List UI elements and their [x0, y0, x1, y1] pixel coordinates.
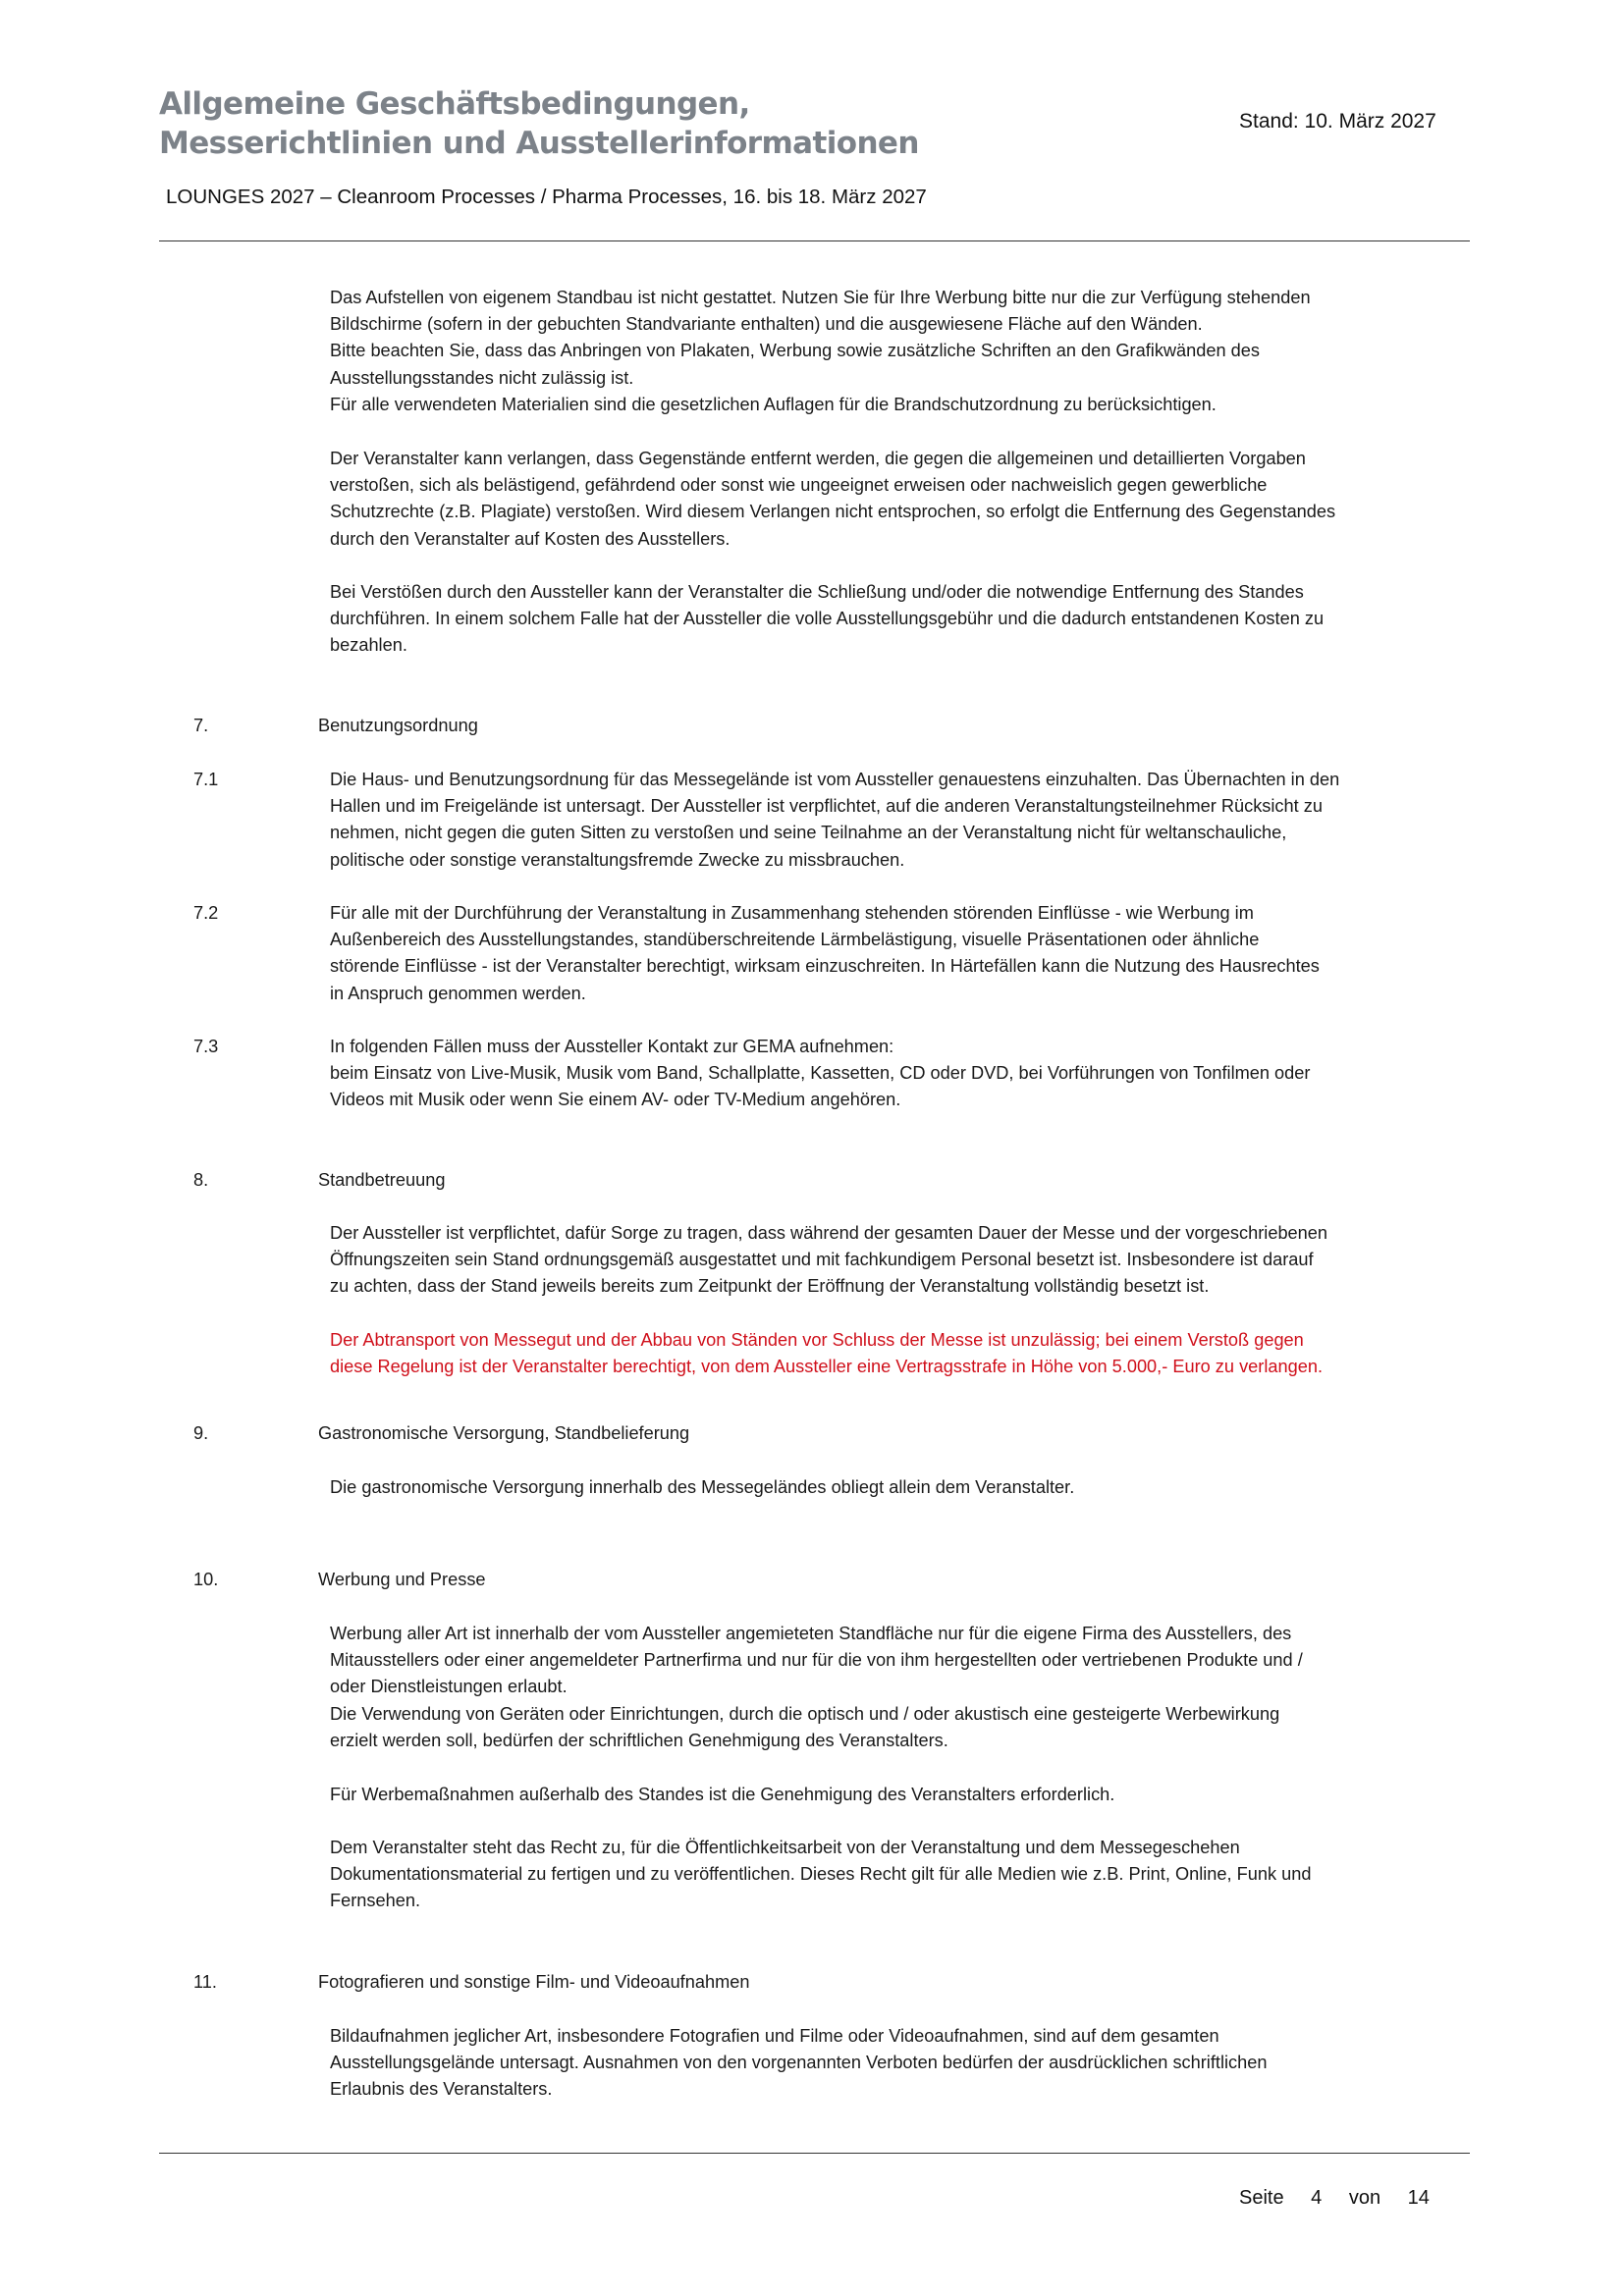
text-line: Für alle mit der Durchführung der Veranstaltung in Zusammenhang stehenden störenden Einflüsse - wie Werbung im	[330, 903, 1254, 923]
text-line: Dem Veranstalter steht das Recht zu, für die Öffentlichkeitsarbeit von der Veranstaltung und dem Messegeschehen	[330, 1838, 1240, 1857]
text-line: Mitausstellers oder einer angemeldeter Partnerfirma und nur für die von ihm hergestellten oder vertriebenen Produkte und /	[330, 1650, 1303, 1671]
text-line: politische oder sonstige veranstaltungsfremde Zwecke zu missbrauchen.	[330, 849, 905, 870]
section-8-text	[330, 1220, 1459, 1301]
text-line: Für Werbemaßnahmen außerhalb des Standes ist die Genehmigung des Veranstalters erforderlich.	[330, 1785, 1115, 1804]
page-of-label: von	[1348, 2187, 1381, 2209]
section-8-title: Standbetreuung	[318, 1170, 446, 1190]
section-7-1-text	[330, 767, 1459, 874]
section-9-text	[330, 1474, 1459, 1501]
section-10-text-2	[330, 1782, 1459, 1808]
section-7-2-text	[330, 900, 1459, 1007]
text-line: Ausstellungsgelände untersagt. Ausnahmen von den vorgenannten Verboten bedürfen der ausdrücklichen schriftlichen	[330, 2053, 1268, 2073]
section-10-text-1	[330, 1621, 1459, 1754]
text-line: nehmen, nicht gegen die guten Sitten zu verstoßen und seine Teilnahme an der Veranstaltung nicht für weltanschauliche,	[330, 823, 1287, 843]
section-7-1-number: 7.1	[193, 770, 219, 789]
document-title	[159, 84, 1043, 163]
text-line: Bildschirme (sofern in der gebuchten Standvariante enthalten) und die ausgewiesene Fläche auf den Wänden.	[330, 314, 1203, 335]
intro-paragraph-standbau	[330, 285, 1459, 418]
text-line: erzielt werden soll, bedürfen der schriftlichen Genehmigung des Veranstalters.	[330, 1730, 948, 1750]
text-line: störende Einflüsse - ist der Veranstalter berechtigt, wirksam einzuschreiten. In Härtefällen kann die Nutzung des Hausrechtes	[330, 956, 1320, 977]
text-line: Dokumentationsmaterial zu fertigen und zu veröffentlichen. Dieses Recht gilt für alle Medien wie z.B. Print, Online, Funk und	[330, 1864, 1312, 1885]
section-11-title: Fotografieren und sonstige Film- und Videoaufnahmen	[318, 1972, 750, 1992]
page-current: 4	[1311, 2187, 1323, 2209]
section-9-number: 9.	[193, 1423, 209, 1443]
text-line: Die Haus- und Benutzungsordnung für das Messegelände ist vom Aussteller genauestens einzuhalten. Das Übernachten in den	[330, 770, 1340, 789]
text-line: Videos mit Musik oder wenn Sie einem AV- oder TV-Medium angehören.	[330, 1090, 901, 1110]
section-7-title: Benutzungsordnung	[318, 716, 478, 735]
page-number	[1239, 2187, 1430, 2210]
section-7-number: 7.	[193, 716, 209, 735]
text-line: Die gastronomische Versorgung innerhalb des Messegeländes obliegt allein dem Veranstalter.	[330, 1477, 1075, 1497]
text-line: in Anspruch genommen werden.	[330, 983, 586, 1003]
section-7-3-text	[330, 1034, 1459, 1114]
section-7-2-number: 7.2	[193, 903, 219, 923]
text-line: Außenbereich des Ausstellungstandes, standüberschreitende Lärmbelästigung, visuelle Präsentationen oder ähnliche	[330, 930, 1260, 950]
warning-line: diese Regelung ist der Veranstalter berechtigt, von dem Aussteller eine Vertragsstrafe in Höhe von 5.000,- Euro zu verlangen.	[330, 1357, 1324, 1377]
text-line: Für alle verwendeten Materialien sind die gesetzlichen Auflagen für die Brandschutzordnung zu berücksichtigen.	[330, 394, 1217, 414]
intro-paragraph-removal	[330, 446, 1459, 553]
section-9-title: Gastronomische Versorgung, Standbelieferung	[318, 1423, 690, 1443]
section-7-3-number: 7.3	[193, 1037, 219, 1056]
section-11-number: 11.	[193, 1972, 217, 1992]
text-line: durch den Veranstalter auf Kosten des Ausstellers.	[330, 528, 730, 549]
text-line: Der Aussteller ist verpflichtet, dafür Sorge zu tragen, dass während der gesamten Dauer der Messe und der vorgeschriebenen	[330, 1223, 1328, 1243]
section-8-warning	[330, 1327, 1459, 1380]
page-label: Seite	[1239, 2187, 1284, 2209]
text-line: zu achten, dass der Stand jeweils bereits zum Zeitpunkt der Eröffnung der Veranstaltung vollständig besetzt ist.	[330, 1276, 1210, 1297]
text-line: bezahlen.	[330, 635, 407, 656]
text-line: Hallen und im Freigelände ist untersagt. Der Aussteller ist verpflichtet, auf die anderen Veranstaltungsteilnehmer Rücksicht zu	[330, 796, 1323, 817]
document-title-line-1: Allgemeine Geschäftsbedingungen,	[159, 86, 750, 122]
text-line: Der Veranstalter kann verlangen, dass Gegenstände entfernt werden, die gegen die allgemeinen und detaillierten Vorgaben	[330, 449, 1306, 468]
text-line: Erlaubnis des Veranstalters.	[330, 2079, 553, 2100]
text-line: oder Dienstleistungen erlaubt.	[330, 1677, 568, 1697]
text-line: durchführen. In einem solchem Falle hat der Aussteller die volle Ausstellungsgebühr und die dadurch entstandenen Kosten zu	[330, 609, 1325, 629]
footer-divider	[159, 2153, 1470, 2154]
text-line: Die Verwendung von Geräten oder Einrichtungen, durch die optisch und / oder akustisch eine gesteigerte Werbewirkung	[330, 1703, 1280, 1724]
header-divider	[159, 240, 1470, 241]
text-line: Öffnungszeiten sein Stand ordnungsgemäß ausgestattet und mit fachkundigem Personal besetzt ist. Insbesondere ist darauf	[330, 1250, 1314, 1270]
text-line: Bei Verstößen durch den Aussteller kann der Veranstalter die Schließung und/oder die notwendige Entfernung des Standes	[330, 582, 1304, 602]
section-11-text	[330, 2023, 1459, 2104]
text-line: verstoßen, sich als belästigend, gefährdend oder sonst wie ungeeignet erweisen oder nachweislich gegen gewerbliche	[330, 475, 1268, 496]
section-10-text-3	[330, 1835, 1459, 1915]
section-10-number: 10.	[193, 1570, 219, 1589]
document-title-line-2: Messerichtlinien und Ausstellerinformationen	[159, 126, 919, 161]
text-line: Werbung aller Art ist innerhalb der vom Aussteller angemieteten Standfläche nur für die eigene Firma des Ausstellers, des	[330, 1624, 1292, 1643]
warning-line: Der Abtransport von Messegut und der Abbau von Ständen vor Schluss der Messe ist unzulässig; bei einem Verstoß gegen	[330, 1330, 1304, 1350]
section-10-title: Werbung und Presse	[318, 1570, 486, 1589]
text-line: Schutzrechte (z.B. Plagiate) verstoßen. Wird diesem Verlangen nicht entsprochen, so erfolgt die Entfernung des Gegenstandes	[330, 502, 1336, 522]
text-line: Bildaufnahmen jeglicher Art, insbesondere Fotografien und Filme oder Videoaufnahmen, sind auf dem gesamten	[330, 2026, 1219, 2046]
intro-paragraph-violations	[330, 579, 1459, 660]
section-8-number: 8.	[193, 1170, 209, 1190]
text-line: Ausstellungsstandes nicht zulässig ist.	[330, 367, 634, 388]
text-line: beim Einsatz von Live-Musik, Musik vom Band, Schallplatte, Kassetten, CD oder DVD, bei Vorführungen von Tonfilmen oder	[330, 1063, 1311, 1084]
page-total: 14	[1407, 2187, 1430, 2209]
text-line: Bitte beachten Sie, dass das Anbringen von Plakaten, Werbung sowie zusätzliche Schriften an den Grafikwänden des	[330, 341, 1261, 361]
text-line: Fernsehen.	[330, 1891, 421, 1911]
text-line: Das Aufstellen von eigenem Standbau ist nicht gestattet. Nutzen Sie für Ihre Werbung bitte nur die zur Verfügung stehenden	[330, 288, 1311, 307]
event-subtitle: LOUNGES 2027 – Cleanroom Processes / Pharma Processes, 16. bis 18. März 2027	[166, 186, 927, 208]
text-line: In folgenden Fällen muss der Aussteller Kontakt zur GEMA aufnehmen:	[330, 1037, 894, 1056]
revision-date: Stand: 10. März 2027	[1239, 110, 1436, 133]
